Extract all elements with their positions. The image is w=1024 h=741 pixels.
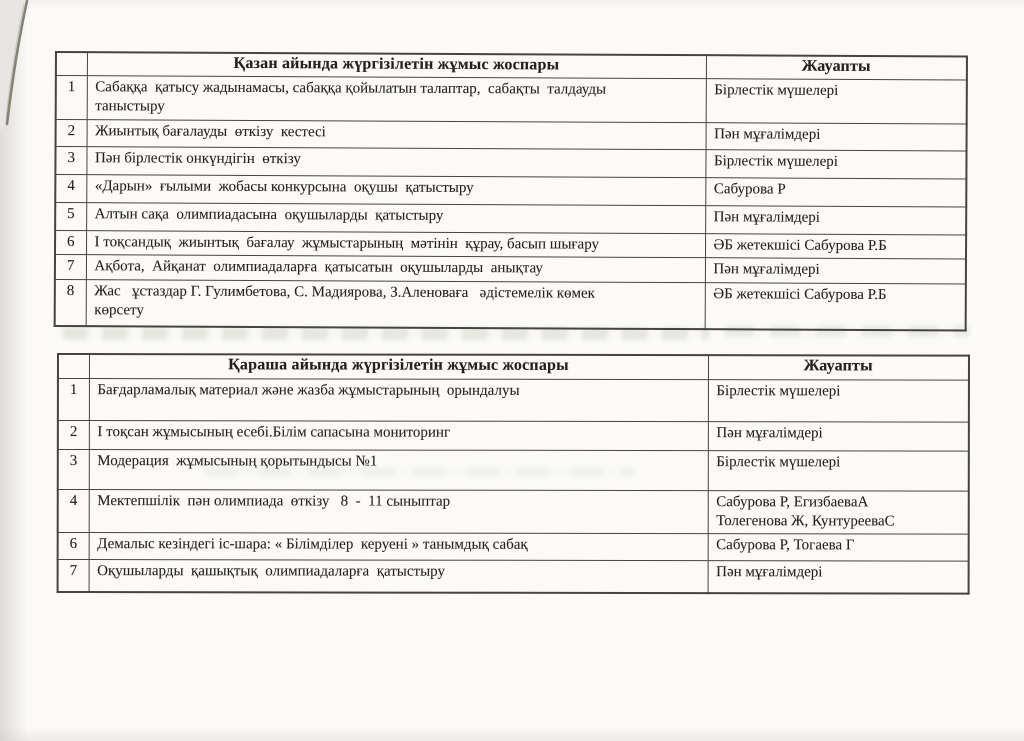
task-cell: Оқушыларды қашықтық олимпиадаларға қатыстыру: [89, 559, 708, 593]
task-cell: Пән бірлестік онкүндігін өткізу: [86, 146, 705, 177]
table-title-november: Қараша айында жүргізілетін жұмыс жоспары: [89, 354, 708, 379]
table-row: [58, 420, 969, 451]
responsible-cell: Пән мұғалімдері: [708, 421, 969, 450]
row-number-cell: 5: [55, 202, 86, 230]
row-number-cell: 6: [55, 230, 86, 255]
task-cell: Сабаққа қатысу жадынамасы, сабаққа қойылатын талаптар, сабақты талдауды таныстыру: [87, 75, 706, 122]
table-row: [55, 202, 966, 234]
header-number-cell: [56, 52, 87, 75]
table-row: [58, 559, 969, 594]
table-row: [58, 449, 969, 491]
responsible-cell: Бірлестік мүшелері: [706, 78, 967, 123]
responsible-cell: Сабурова Р, Тогаева Г: [708, 533, 969, 560]
header-number-cell: [58, 354, 89, 378]
row-number-cell: 7: [55, 255, 86, 280]
responsible-cell: Сабурова Р: [705, 177, 966, 206]
task-cell: Демалыс кезіндегі іс-шара: « Білімділер керуені » танымдық сабақ: [89, 532, 708, 560]
november-work-plan-table: [57, 353, 970, 595]
responsible-cell: Пән мұғалімдері: [708, 560, 969, 593]
responsible-cell: Пән мұғалімдері: [706, 122, 967, 150]
table-row: [58, 378, 969, 422]
task-cell: Ақбота, Айқанат олимпиадаларға қатысатын оқушыларды анықтау: [86, 255, 705, 283]
task-cell: Жас ұстаздар Г. Гулимбетова, С. Мадиярова, З.Аленоваға әдістемелік көмек көрсету: [86, 279, 705, 329]
task-cell: Алтын сақа олимпиадасына оқушыларды қатыстыру: [86, 202, 705, 233]
header-responsible-cell: Жауапты: [706, 55, 967, 79]
responsible-cell: ӘБ жетекшісі Сабурова Р.Б: [705, 282, 966, 330]
header-responsible-cell: Жауапты: [708, 355, 969, 379]
responsible-cell: Бірлестік мүшелері: [708, 450, 969, 490]
task-cell: І тоқсандық жиынтық бағалау жұмыстарының мәтінін құрау, басып шығару: [86, 230, 705, 258]
table-title-october: Қазан айында жүргізілетін жұмыс жоспары: [87, 52, 706, 78]
row-number-cell: 7: [58, 559, 89, 592]
row-number-cell: 1: [56, 75, 87, 119]
responsible-cell: Сабурова Р, ЕгизбаеваА Толегенова Ж, КунтурееваС: [708, 490, 969, 533]
task-cell: «Дарын» ғылыми жобасы конкурсына оқушы қатыстыру: [86, 174, 705, 205]
row-number-cell: 2: [58, 420, 89, 449]
table-row: [58, 489, 969, 534]
table-row: [55, 174, 966, 206]
task-cell: Бағдарламалық материал және жазба жұмыстарының орындалуы: [89, 378, 708, 421]
table-header-row: [58, 354, 969, 380]
row-number-cell: 4: [58, 489, 89, 532]
task-cell: І тоқсан жұмысының есебі.Білім сапасына мониторинг: [89, 420, 708, 450]
table-row: [55, 146, 966, 178]
row-number-cell: 2: [56, 119, 87, 146]
responsible-cell: ӘБ жетекшісі Сабурова Р.Б: [705, 233, 966, 259]
task-cell: Жиынтық бағалауды өткізу кестесі: [87, 119, 706, 149]
responsible-cell: Бірлестік мүшелері: [708, 379, 969, 421]
task-cell: Мектепшілік пән олимпиада өткізу 8 - 11 сыныптар: [89, 489, 708, 533]
responsible-cell: Бірлестік мүшелері: [705, 149, 966, 178]
october-work-plan-table: [54, 51, 968, 331]
row-number-cell: 8: [55, 279, 86, 326]
row-number-cell: 6: [58, 532, 89, 559]
responsible-cell: Пән мұғалімдері: [705, 205, 966, 234]
task-cell: Модерация жұмысының қорытындысы №1: [89, 449, 708, 490]
row-number-cell: 3: [58, 449, 89, 489]
responsible-cell: Пән мұғалімдері: [705, 258, 966, 284]
table-row: [58, 532, 969, 561]
row-number-cell: 4: [55, 174, 86, 202]
table-row: [55, 279, 966, 330]
table-row: [56, 75, 967, 123]
row-number-cell: 3: [55, 146, 86, 174]
row-number-cell: 1: [58, 378, 89, 420]
